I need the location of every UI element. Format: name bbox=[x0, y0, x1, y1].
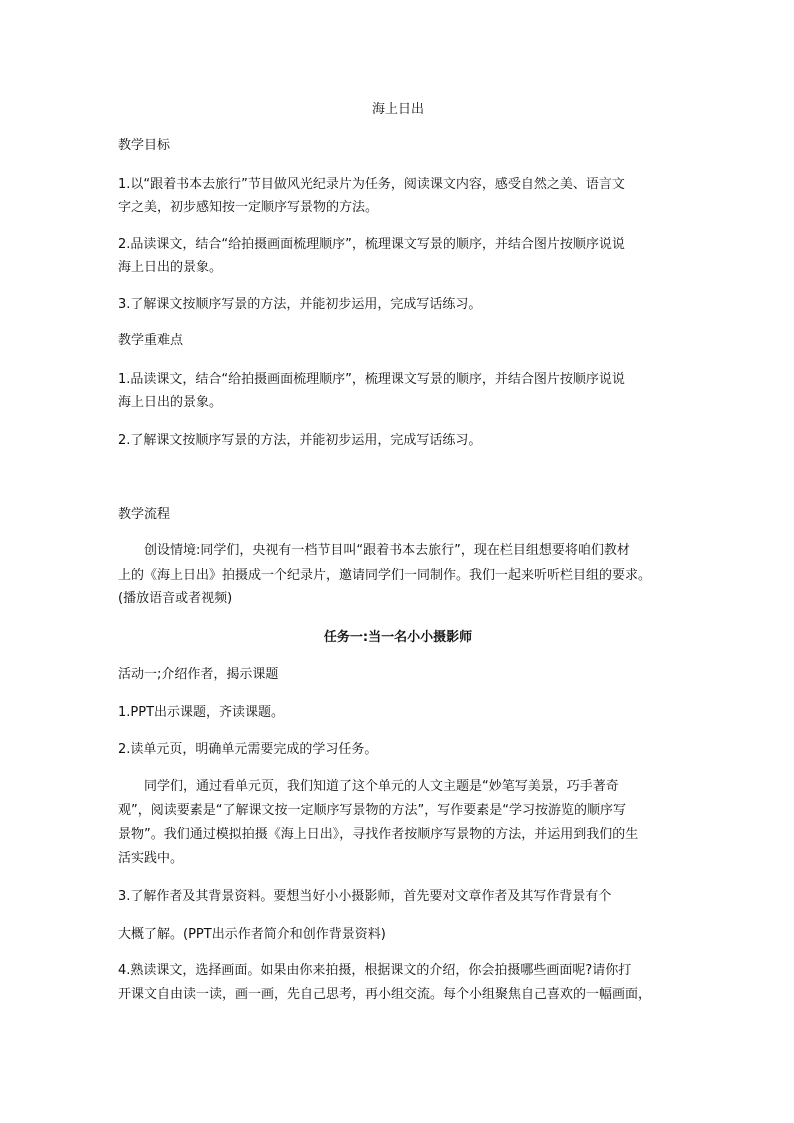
activity-heading: 活动一;介绍作者，揭示课题 bbox=[118, 667, 279, 682]
paragraph-line: 观”，阅读要素是“了解课文按一定顺序写景物的方法”，写作要素是“学习按游览的顺序写 bbox=[118, 803, 626, 818]
paragraph-line: 活实践中。 bbox=[118, 851, 184, 866]
goal-line: 1.以“跟着书本去旅行”节目做风光纪录片为任务，阅读课文内容，感受自然之美、语言文 bbox=[118, 177, 625, 192]
paragraph-line: 景物”。我们通过模拟拍摄《海上日出》，寻找作者按顺序写景物的方法，并运用到我们的生 bbox=[118, 827, 639, 842]
task-title: 任务一:当一名小小摄影师 bbox=[323, 630, 473, 645]
goal-line: 字之美，初步感知按一定顺序写景物的方法。 bbox=[118, 200, 379, 215]
key-point-line: 2.了解课文按顺序写景的方法，并能初步运用，完成写话练习。 bbox=[118, 433, 482, 448]
step-line: 4.熟读课文，选择画面。如果由你来拍摄，根据课文的介绍，你会拍摄哪些画面呢?请你打 bbox=[118, 963, 632, 978]
intro-line: 上的《海上日出》拍摄成一个纪录片，邀请同学们一同制作。我们一起来听听栏目组的要求。 bbox=[118, 568, 652, 583]
key-point-line: 海上日出的景象。 bbox=[118, 395, 223, 410]
step-line: 1.PPT出示课题，齐读课题。 bbox=[118, 705, 285, 720]
doc-title: 海上日出 bbox=[371, 102, 424, 117]
step-line: 3.了解作者及其背景资料。要想当好小小摄影师，首先要对文章作者及其写作背景有个 bbox=[118, 889, 612, 904]
section-heading-process: 教学流程 bbox=[118, 507, 171, 522]
intro-line: (播放语音或者视频) bbox=[118, 591, 233, 606]
key-point-line: 1.品读课文，结合“给拍摄画面梳理顺序”，梳理课文写景的顺序，并结合图片按顺序说说 bbox=[118, 372, 625, 387]
step-line: 开课文自由读一读，画一画，先自己思考，再小组交流。每个小组聚焦自己喜欢的一幅画面， bbox=[118, 987, 652, 1002]
goal-line: 海上日出的景象。 bbox=[118, 260, 223, 275]
step-line: 2.读单元页，明确单元需要完成的学习任务。 bbox=[118, 742, 378, 757]
step-line: 大概了解。(PPT出示作者简介和创作背景资料) bbox=[118, 927, 386, 942]
paragraph-line: 同学们，通过看单元页，我们知道了这个单元的人文主题是“妙笔写美景，巧手著奇 bbox=[144, 779, 619, 794]
intro-line: 创设情境:同学们，央视有一档节目叫“跟着书本去旅行”，现在栏目组想要将咱们教材 bbox=[144, 543, 630, 558]
section-heading-goals: 教学目标 bbox=[118, 138, 171, 153]
goal-line: 3.了解课文按顺序写景的方法，并能初步运用，完成写话练习。 bbox=[118, 297, 482, 312]
goal-line: 2.品读课文，结合“给拍摄画面梳理顺序”，梳理课文写景的顺序，并结合图片按顺序说说 bbox=[118, 237, 625, 252]
section-heading-key-points: 教学重难点 bbox=[118, 333, 184, 348]
